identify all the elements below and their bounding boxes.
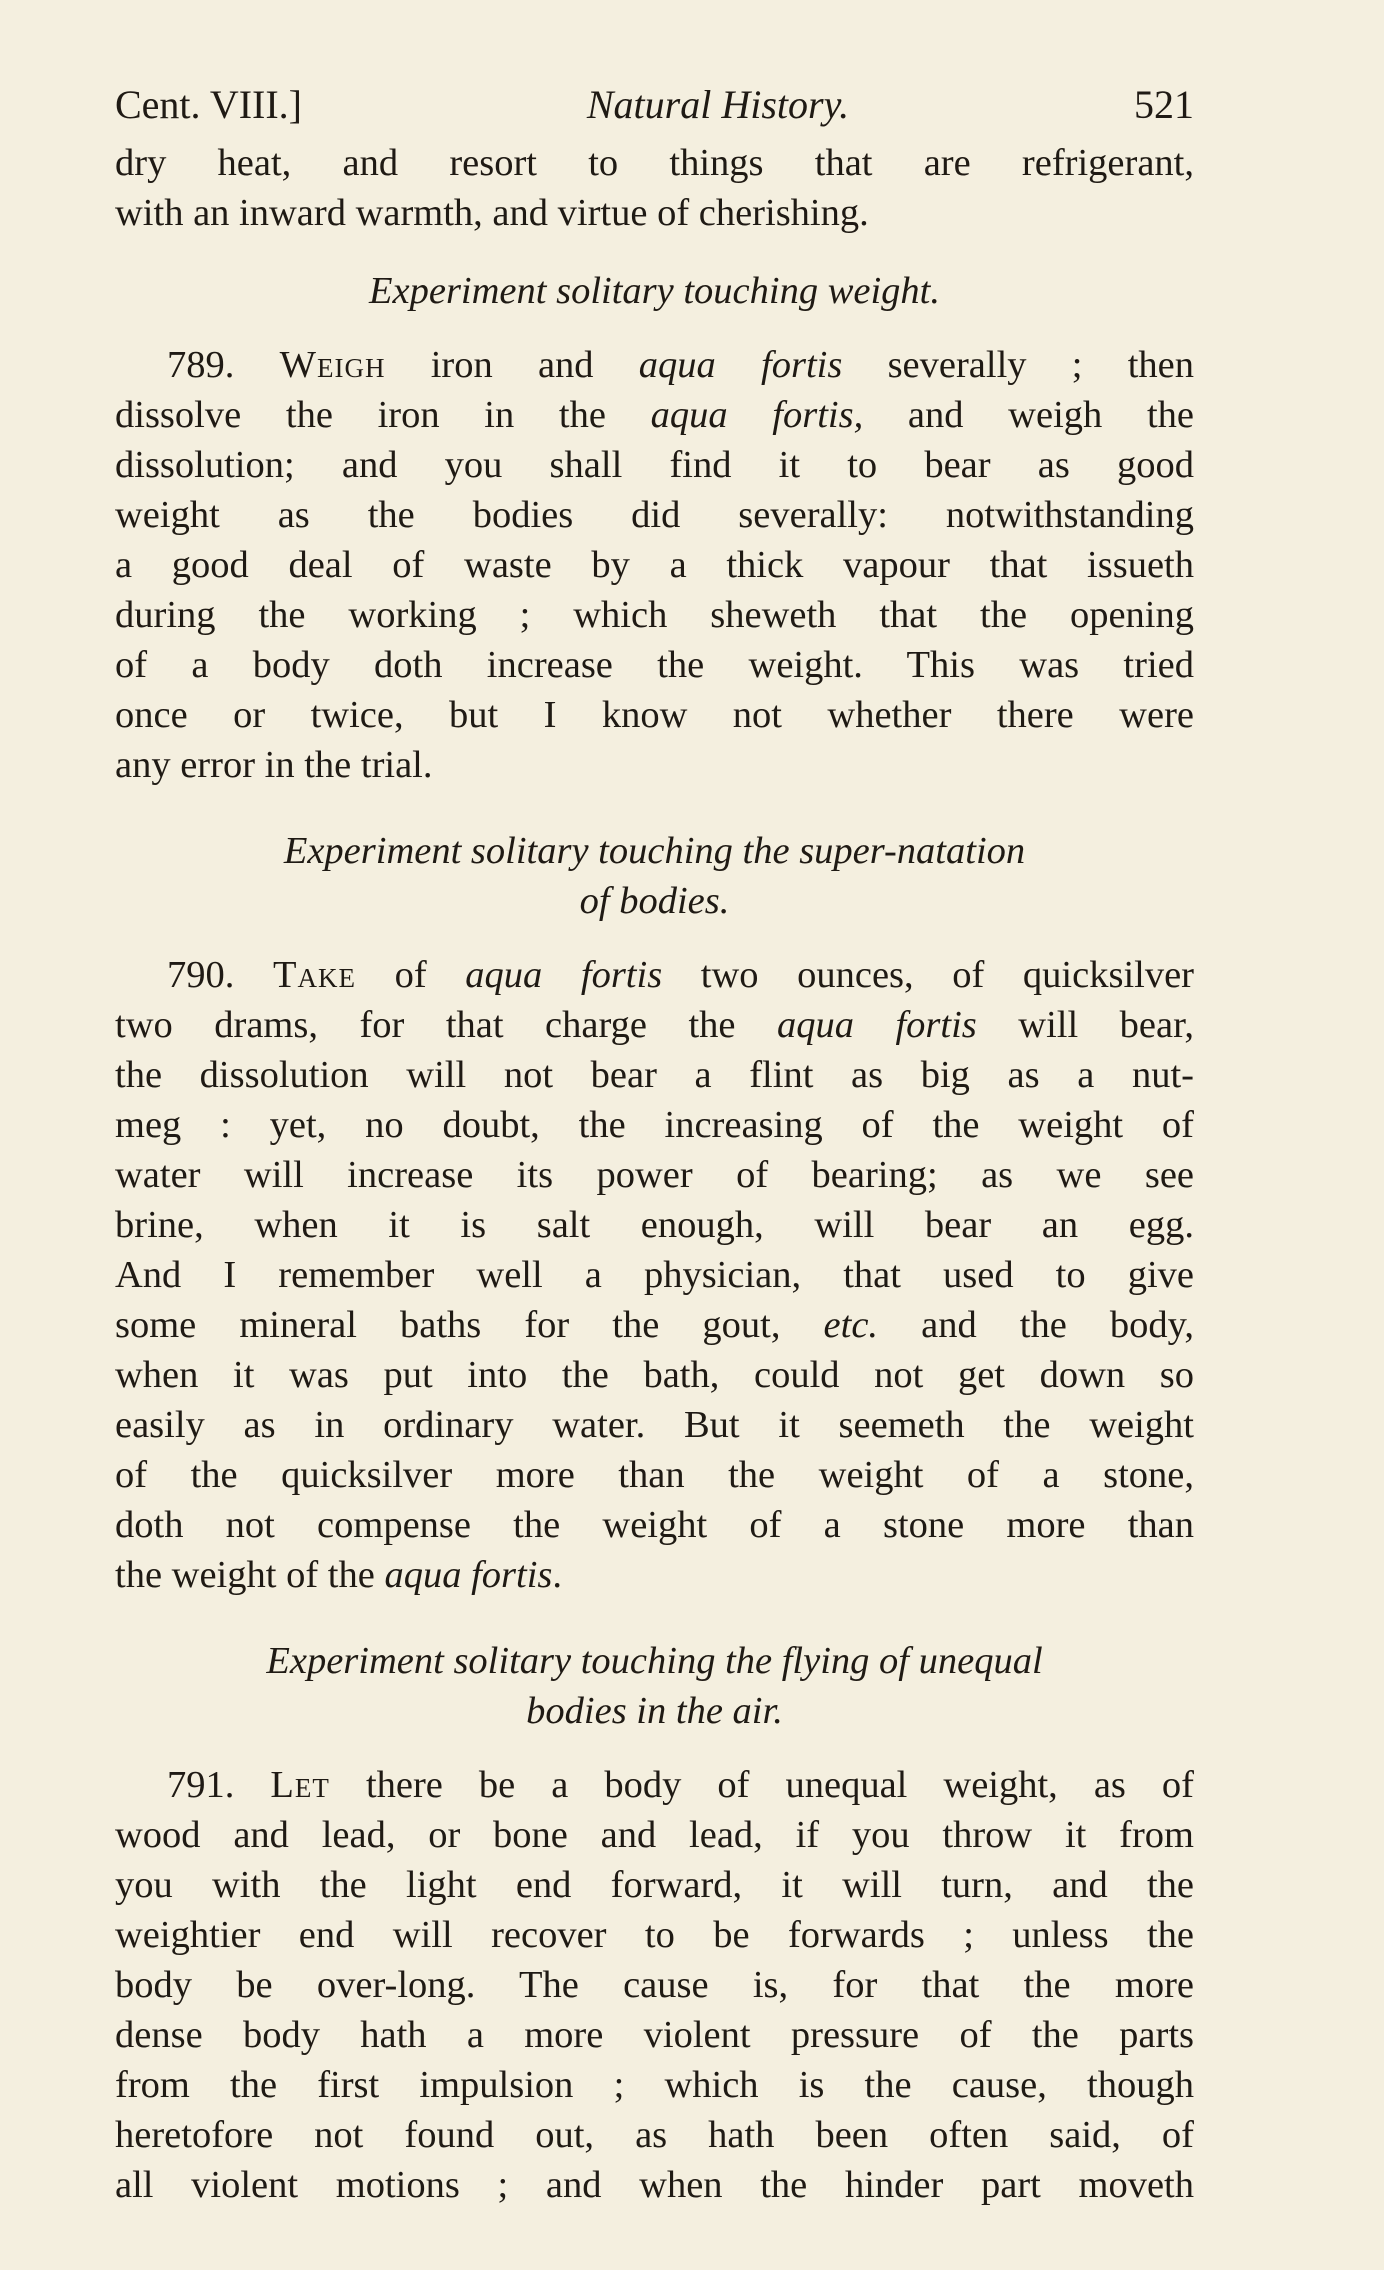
- text-line: dissolve the iron in the aqua fortis, and weigh the: [115, 394, 1194, 436]
- text-line: with an inward warmth, and virtue of cherishing.: [115, 192, 869, 234]
- text-line: of a body doth increase the weight. This was tried: [115, 644, 1194, 686]
- text-segment: two ounces, of quicksilver: [662, 954, 1195, 996]
- text-line: when it was put into the bath, could not get down so: [115, 1354, 1194, 1396]
- text-line: the dissolution will not bear a flint as big as a nut-: [115, 1054, 1194, 1096]
- text-line: And I remember well a physician, that used to give: [115, 1254, 1194, 1296]
- paragraph-number: 790.: [167, 954, 235, 996]
- italic-term: aqua fortis: [465, 954, 663, 996]
- text-segment: there be a body of unequal weight, as of: [329, 1764, 1194, 1806]
- text-line: weight as the bodies did severally: notwithstanding: [115, 494, 1194, 536]
- text-line: [115, 1000, 1194, 1050]
- text-line: weightier end will recover to be forwards ; unless the: [115, 1914, 1194, 1956]
- italic-term: aqua fortis: [776, 1004, 977, 1046]
- lead-word: Take: [272, 954, 356, 996]
- text-line: a good deal of waste by a thick vapour that issueth: [115, 544, 1194, 586]
- italic-term: aqua fortis: [638, 344, 843, 386]
- text-line: dissolution; and you shall find it to bear as good: [115, 444, 1194, 486]
- text-line: all violent motions ; and when the hinder part moveth: [115, 2164, 1194, 2206]
- text-segment: .: [552, 1554, 562, 1596]
- text-segment: and the body,: [878, 1304, 1195, 1346]
- text-line: during the working ; which sheweth that the opening: [115, 594, 1194, 636]
- text-line: of the quicksilver more than the weight of a stone,: [115, 1454, 1194, 1496]
- paragraph-number: 789.: [167, 344, 235, 386]
- paragraph-791: [115, 1760, 1194, 2210]
- lead-word: Let: [270, 1764, 330, 1806]
- italic-term: etc.: [823, 1304, 879, 1346]
- section-heading: [115, 826, 1194, 926]
- text-segment: will bear,: [976, 1004, 1194, 1046]
- text-segment: some mineral baths for the gout,: [115, 1304, 824, 1346]
- text-segment: severally ; then: [842, 344, 1194, 386]
- text-line: dry heat, and resort to things that are refrigerant,: [115, 142, 1194, 184]
- header-title: Natural History.: [586, 82, 850, 127]
- page-number: 521: [1133, 82, 1194, 127]
- text-line: water will increase its power of bearing; as we see: [115, 1154, 1194, 1196]
- paragraph-789: [115, 340, 1194, 790]
- running-header: [115, 80, 1194, 130]
- text-line: [115, 340, 1194, 390]
- heading-line: Experiment solitary touching the super-natation: [283, 830, 1026, 872]
- section-heading: Experiment solitary touching weight.: [369, 270, 940, 312]
- text-segment: two drams, for that charge the: [115, 1004, 777, 1046]
- text-segment: of: [356, 954, 466, 996]
- text-line: any error in the trial.: [115, 744, 433, 786]
- lead-word: Weigh: [279, 344, 386, 386]
- text-line: heretofore not found out, as hath been often said, of: [115, 2114, 1194, 2156]
- heading-line: of bodies.: [579, 880, 730, 922]
- section-heading: [115, 1636, 1194, 1736]
- text-line: dense body hath a more violent pressure of the parts: [115, 2014, 1194, 2056]
- text-line: [115, 950, 1194, 1000]
- continuation-paragraph: [115, 138, 1194, 238]
- heading-line: Experiment solitary touching the flying of unequal: [266, 1640, 1043, 1682]
- italic-term: aqua fortis: [384, 1554, 553, 1596]
- header-section: Cent. VIII.]: [115, 82, 302, 127]
- paragraph-790: [115, 950, 1194, 1600]
- text-line: doth not compense the weight of a stone more than: [115, 1504, 1194, 1546]
- text-segment: iron and: [385, 344, 639, 386]
- text-line: [115, 1550, 1194, 1600]
- text-line: easily as in ordinary water. But it seemeth the weight: [115, 1404, 1194, 1446]
- text-line: once or twice, but I know not whether there were: [115, 694, 1194, 736]
- text-line: [115, 1300, 1194, 1350]
- text-segment: the weight of the: [115, 1554, 385, 1596]
- text-line: meg : yet, no doubt, the increasing of the weight of: [115, 1104, 1194, 1146]
- text-line: brine, when it is salt enough, will bear an egg.: [115, 1204, 1194, 1246]
- italic-term: aqua fortis,: [650, 394, 864, 436]
- heading-line: bodies in the air.: [526, 1690, 783, 1732]
- text-line: [115, 1760, 1194, 1810]
- text-line: wood and lead, or bone and lead, if you throw it from: [115, 1814, 1194, 1856]
- text-line: body be over-long. The cause is, for that the more: [115, 1964, 1194, 2006]
- text-line: you with the light end forward, it will turn, and the: [115, 1864, 1194, 1906]
- paragraph-number: 791.: [167, 1764, 235, 1806]
- text-line: from the first impulsion ; which is the cause, though: [115, 2064, 1194, 2106]
